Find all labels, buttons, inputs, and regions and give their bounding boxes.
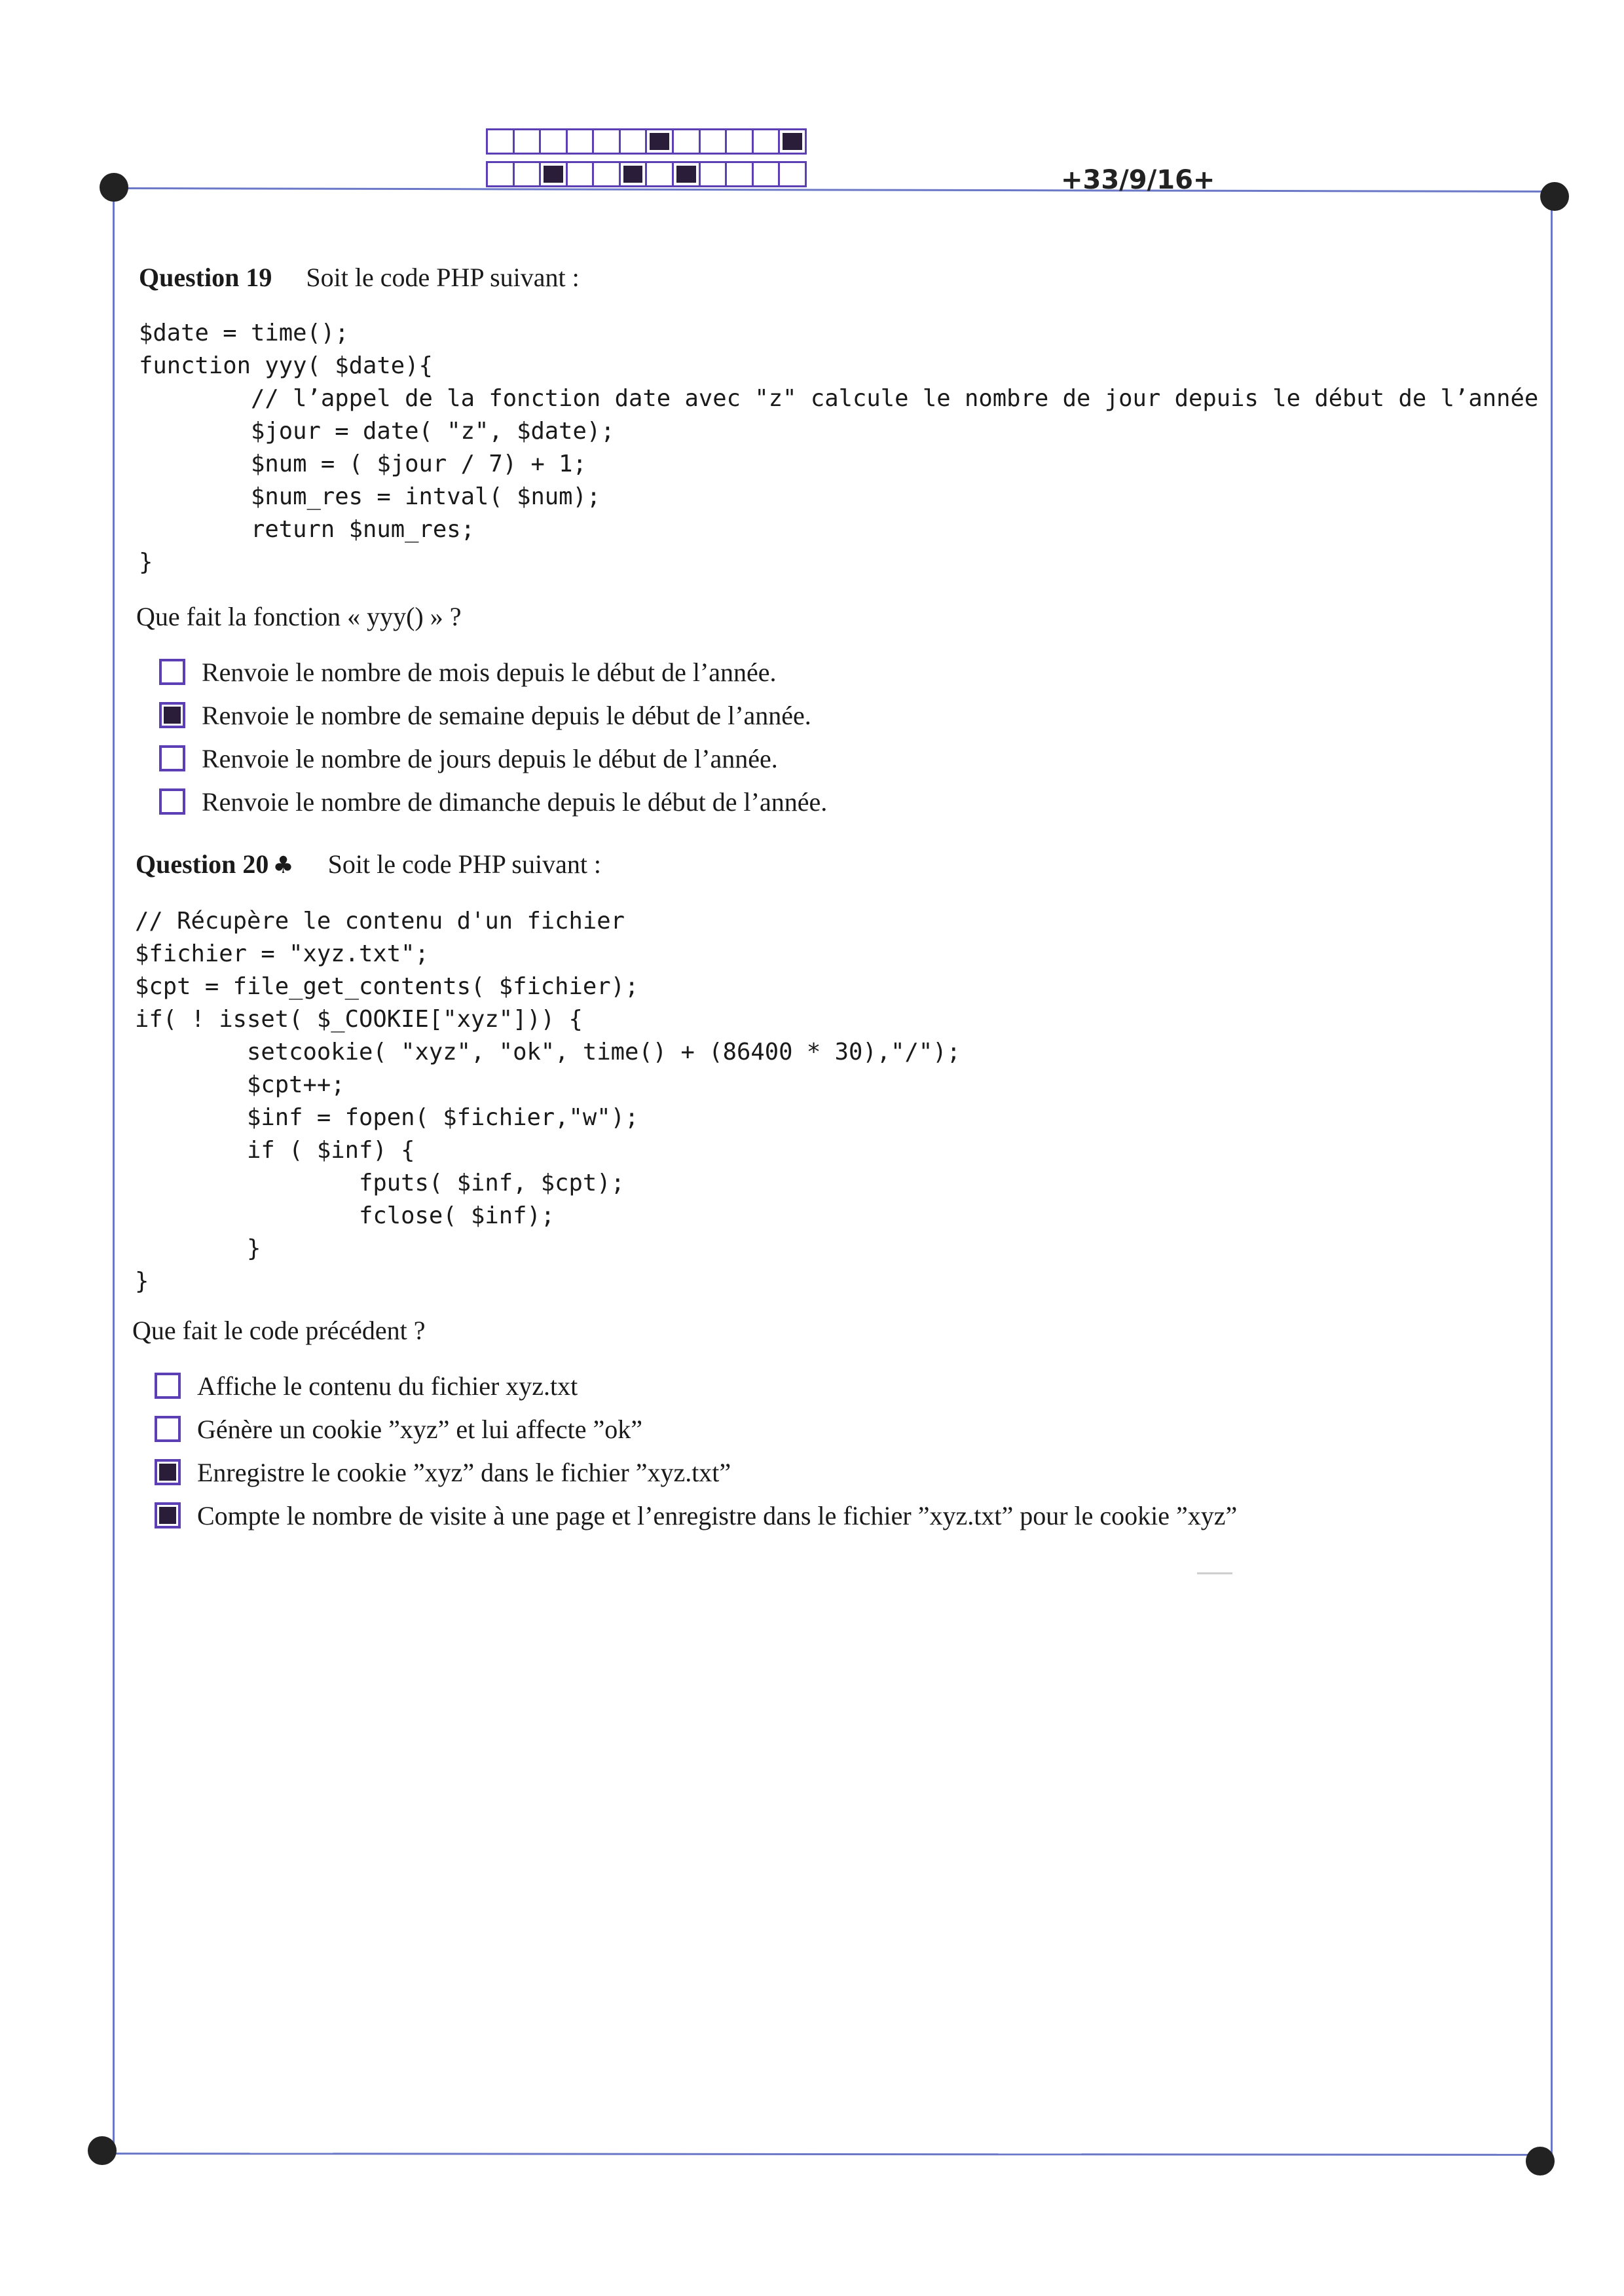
id-grid-cell (515, 163, 542, 185)
q20-prompt: Que fait le code précédent ? (132, 1316, 426, 1345)
id-grid-cell (594, 130, 621, 153)
id-grid-cell (701, 163, 728, 185)
q20-heading (136, 850, 601, 879)
q19-answer-4-text: Renvoie le nombre de dimanche depuis le début de l’année. (202, 787, 828, 817)
q20-checkbox-4[interactable] (155, 1502, 181, 1528)
q19-label: Question 19 (139, 263, 272, 292)
id-grid-row-1 (486, 128, 807, 155)
q19-heading (139, 263, 580, 292)
q19-answer-2[interactable] (159, 697, 811, 733)
q20-answer-2[interactable] (155, 1411, 642, 1447)
q20-answer-4-text: Compte le nombre de visite à une page et l’enregistre dans le fichier ”xyz.txt” pour le cookie ”xyz” (197, 1500, 1238, 1530)
q19-code-block: $date = time(); function yyy( $date){ // l’appel de la fonction date avec "z" calcule le nombre de jour depuis le début de l’année $jour = date( "z", $date); $num = ( $jour / 7) + 1; $num_res = intval( $num); return $num_res; } (139, 320, 1539, 576)
id-grid-cell (674, 163, 701, 185)
id-grid-cell (621, 130, 648, 153)
q19-checkbox-2[interactable] (159, 702, 185, 728)
q20-checkbox-1[interactable] (155, 1373, 181, 1399)
corner-marker-bottom-right (1526, 2147, 1555, 2176)
id-grid-cell (568, 163, 595, 185)
id-grid-cell (541, 163, 568, 185)
frame-right-line (1551, 196, 1553, 2161)
id-grid-cell (754, 163, 781, 185)
id-grid-cell (780, 163, 805, 185)
frame-top-line (115, 187, 1556, 193)
q19-checkbox-3[interactable] (159, 745, 185, 771)
q20-answer-4[interactable] (155, 1497, 1237, 1534)
corner-marker-bottom-left (88, 2136, 117, 2165)
scan-mark (1197, 1572, 1232, 1574)
q19-checkbox-4[interactable] (159, 788, 185, 815)
q20-intro: Soit le code PHP suivant : (327, 849, 602, 879)
q20-answer-3-text: Enregistre le cookie ”xyz” dans le fichier ”xyz.txt” (197, 1457, 731, 1487)
q19-answer-1-text: Renvoie le nombre de mois depuis le début de l’année. (202, 657, 777, 687)
q19-intro: Soit le code PHP suivant : (306, 263, 580, 292)
q19-answer-1[interactable] (159, 654, 777, 690)
id-grid-cell (780, 130, 805, 153)
id-grid-cell (701, 130, 728, 153)
q20-answer-3[interactable] (155, 1454, 731, 1491)
corner-marker-top-right (1540, 182, 1569, 211)
q19-answer-3-text: Renvoie le nombre de jours depuis le début de l’année. (202, 743, 778, 773)
id-grid-cell (621, 163, 648, 185)
q19-checkbox-1[interactable] (159, 659, 185, 685)
id-grid-row-2 (486, 161, 807, 187)
q20-code-block: // Récupère le contenu d'un fichier $fichier = "xyz.txt"; $cpt = file_get_contents( $fichier); if( ! isset( $_COOKIE["xyz"])) { setcookie( "xyz", "ok", time() + (86400 * 30),"/"); $cpt++; $inf = fopen( $fichier,"w"); if ( $inf) { fputs( $inf, $cpt); fclose( $inf); } } (135, 908, 961, 1295)
id-grid-cell (488, 130, 515, 153)
id-grid-cell (674, 130, 701, 153)
q20-answer-1[interactable] (155, 1367, 578, 1404)
id-grid-cell (541, 130, 568, 153)
q19-prompt: Que fait la fonction « yyy() » ? (136, 602, 462, 631)
q20-answer-2-text: Génère un cookie ”xyz” et lui affecte ”ok” (197, 1414, 642, 1444)
q19-answer-4[interactable] (159, 783, 827, 820)
frame-bottom-line (101, 2153, 1553, 2156)
club-marker-icon: ♣ (272, 852, 294, 879)
q20-checkbox-2[interactable] (155, 1416, 181, 1442)
frame-left-line (113, 190, 115, 2151)
id-grid-cell (647, 163, 674, 185)
q20-answer-1-text: Affiche le contenu du fichier xyz.txt (197, 1371, 578, 1401)
id-grid-cell (727, 163, 754, 185)
id-grid-cell (727, 130, 754, 153)
corner-marker-top-left (100, 173, 128, 202)
q20-checkbox-3[interactable] (155, 1459, 181, 1485)
id-grid-cell (647, 130, 674, 153)
id-grid-cell (515, 130, 542, 153)
id-grid-cell (594, 163, 621, 185)
id-grid-cell (754, 130, 781, 153)
q19-answer-2-text: Renvoie le nombre de semaine depuis le début de l’année. (202, 700, 811, 730)
page-code: +33/9/16+ (1061, 165, 1215, 195)
id-grid-cell (488, 163, 515, 185)
q20-label: Question 20 (136, 849, 269, 879)
q19-answer-3[interactable] (159, 740, 778, 777)
id-grid-cell (568, 130, 595, 153)
